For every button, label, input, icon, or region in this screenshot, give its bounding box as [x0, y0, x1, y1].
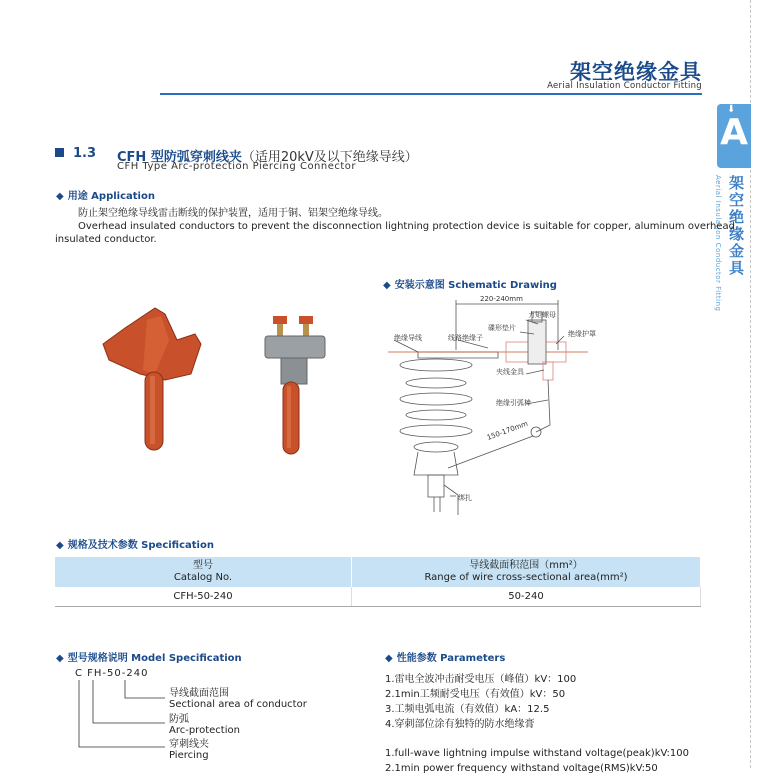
chapter-tab-letter: A [720, 112, 748, 153]
model-item-piercing: 穿刺线夹 Piercing [169, 739, 209, 761]
list-item: 3.工频电弧电流（有效值）kA：12.5 [385, 704, 550, 715]
product-photo-connector [255, 310, 335, 460]
label-insulated-wire: 绝缘导线 [394, 334, 422, 342]
diamond-bullet-icon: ◆ [385, 653, 393, 664]
list-item: 2.1min power frequency withstand voltage(RMS)kV:50 [385, 763, 658, 774]
diamond-bullet-icon: ◆ [56, 540, 64, 551]
schematic-drawing [388, 290, 618, 520]
diamond-bullet-icon: ◆ [383, 280, 391, 291]
section-bullet-icon [55, 148, 64, 157]
application-text-cn: 防止架空绝缘导线雷击断线的保护装置，适用于铜、铝架空绝缘导线。 [78, 208, 388, 219]
dim-diag-label: 150-170mm [485, 419, 529, 442]
list-item: 4.穿刺部位涂有独特的防水绝缘膏 [385, 719, 535, 730]
application-heading: ◆ 用途 Application [56, 191, 155, 202]
model-item-arc: 防弧 Arc-protection [169, 714, 240, 736]
model-tree-lines [75, 680, 175, 760]
parameters-heading: ◆ 性能参数 Parameters [385, 653, 506, 664]
spec-col-model: 型号 Catalog No. [55, 557, 352, 587]
page-title: 架空绝缘金具 [570, 60, 702, 84]
header-divider [160, 93, 702, 95]
model-spec-heading: ◆ 型号规格说明 Model Specification [56, 653, 242, 664]
spec-col-range: 导线截面积范围（mm²） Range of wire cross-sectional area(mm²) [352, 557, 701, 587]
down-arrow-icon: ⬇ [727, 104, 736, 115]
section-title-en: CFH Type Arc-protection Piercing Connector [117, 161, 357, 172]
label-insulating-cover: 绝缘护罩 [568, 330, 596, 338]
spec-heading: ◆ 规格及技术参数 Specification [56, 540, 214, 551]
table-row [55, 587, 701, 607]
application-text-en-1: Overhead insulated conductors to prevent the disconnection lightning protection device is suitable for copper, aluminum overhead [78, 221, 735, 232]
drawing-heading: ◆ 安装示意图 Schematic Drawing [383, 280, 557, 291]
label-disc-washer: 碟形垫片 [488, 324, 516, 332]
diamond-bullet-icon: ◆ [56, 191, 64, 202]
page-subtitle: Aerial Insulation Conductor Fitting [547, 81, 702, 91]
parameters-cn-list [385, 672, 576, 732]
label-tie: 绑扎 [458, 494, 472, 502]
chapter-tab-title-en: Aerial Insulation Conductor Fitting [714, 175, 722, 312]
chapter-tab-title-cn: 架空绝缘金具 [727, 175, 745, 277]
list-item: 1.full-wave lightning impulse withstand voltage(peak)kV:100 [385, 748, 689, 759]
section-number: 1.3 [73, 146, 97, 161]
application-text-en-2: insulated conductor. [55, 234, 157, 245]
label-line-insulator: 线路绝缘子 [448, 334, 483, 342]
spec-cell-range: 50-240 [352, 587, 701, 607]
spec-table [55, 557, 701, 607]
list-item: 2.1min工频耐受电压（有效值）kV：50 [385, 689, 566, 700]
list-item: 1.雷电全波冲击耐受电压（峰值）kV：100 [385, 674, 577, 685]
dim-top-label: 220-240mm [480, 295, 523, 303]
section-title-cn: CFH 型防弧穿刺线夹（适用20kV及以下绝缘导线） [117, 150, 418, 165]
model-code: C FH-50-240 [75, 668, 149, 679]
model-item-area: 导线截面范围 Sectional area of conductor [169, 688, 307, 710]
section-title-paren: （适用20kV及以下绝缘导线） [241, 150, 418, 165]
diamond-bullet-icon: ◆ [56, 653, 64, 664]
product-photo-cover [95, 300, 205, 460]
parameters-en-list [385, 746, 689, 776]
label-torque-nut: 力矩螺母 [528, 311, 556, 319]
spec-cell-model: CFH-50-240 [55, 587, 352, 607]
label-arc-rod: 绝缘引弧棒 [496, 399, 531, 407]
label-clamp-fitting: 夹线金具 [496, 368, 524, 376]
